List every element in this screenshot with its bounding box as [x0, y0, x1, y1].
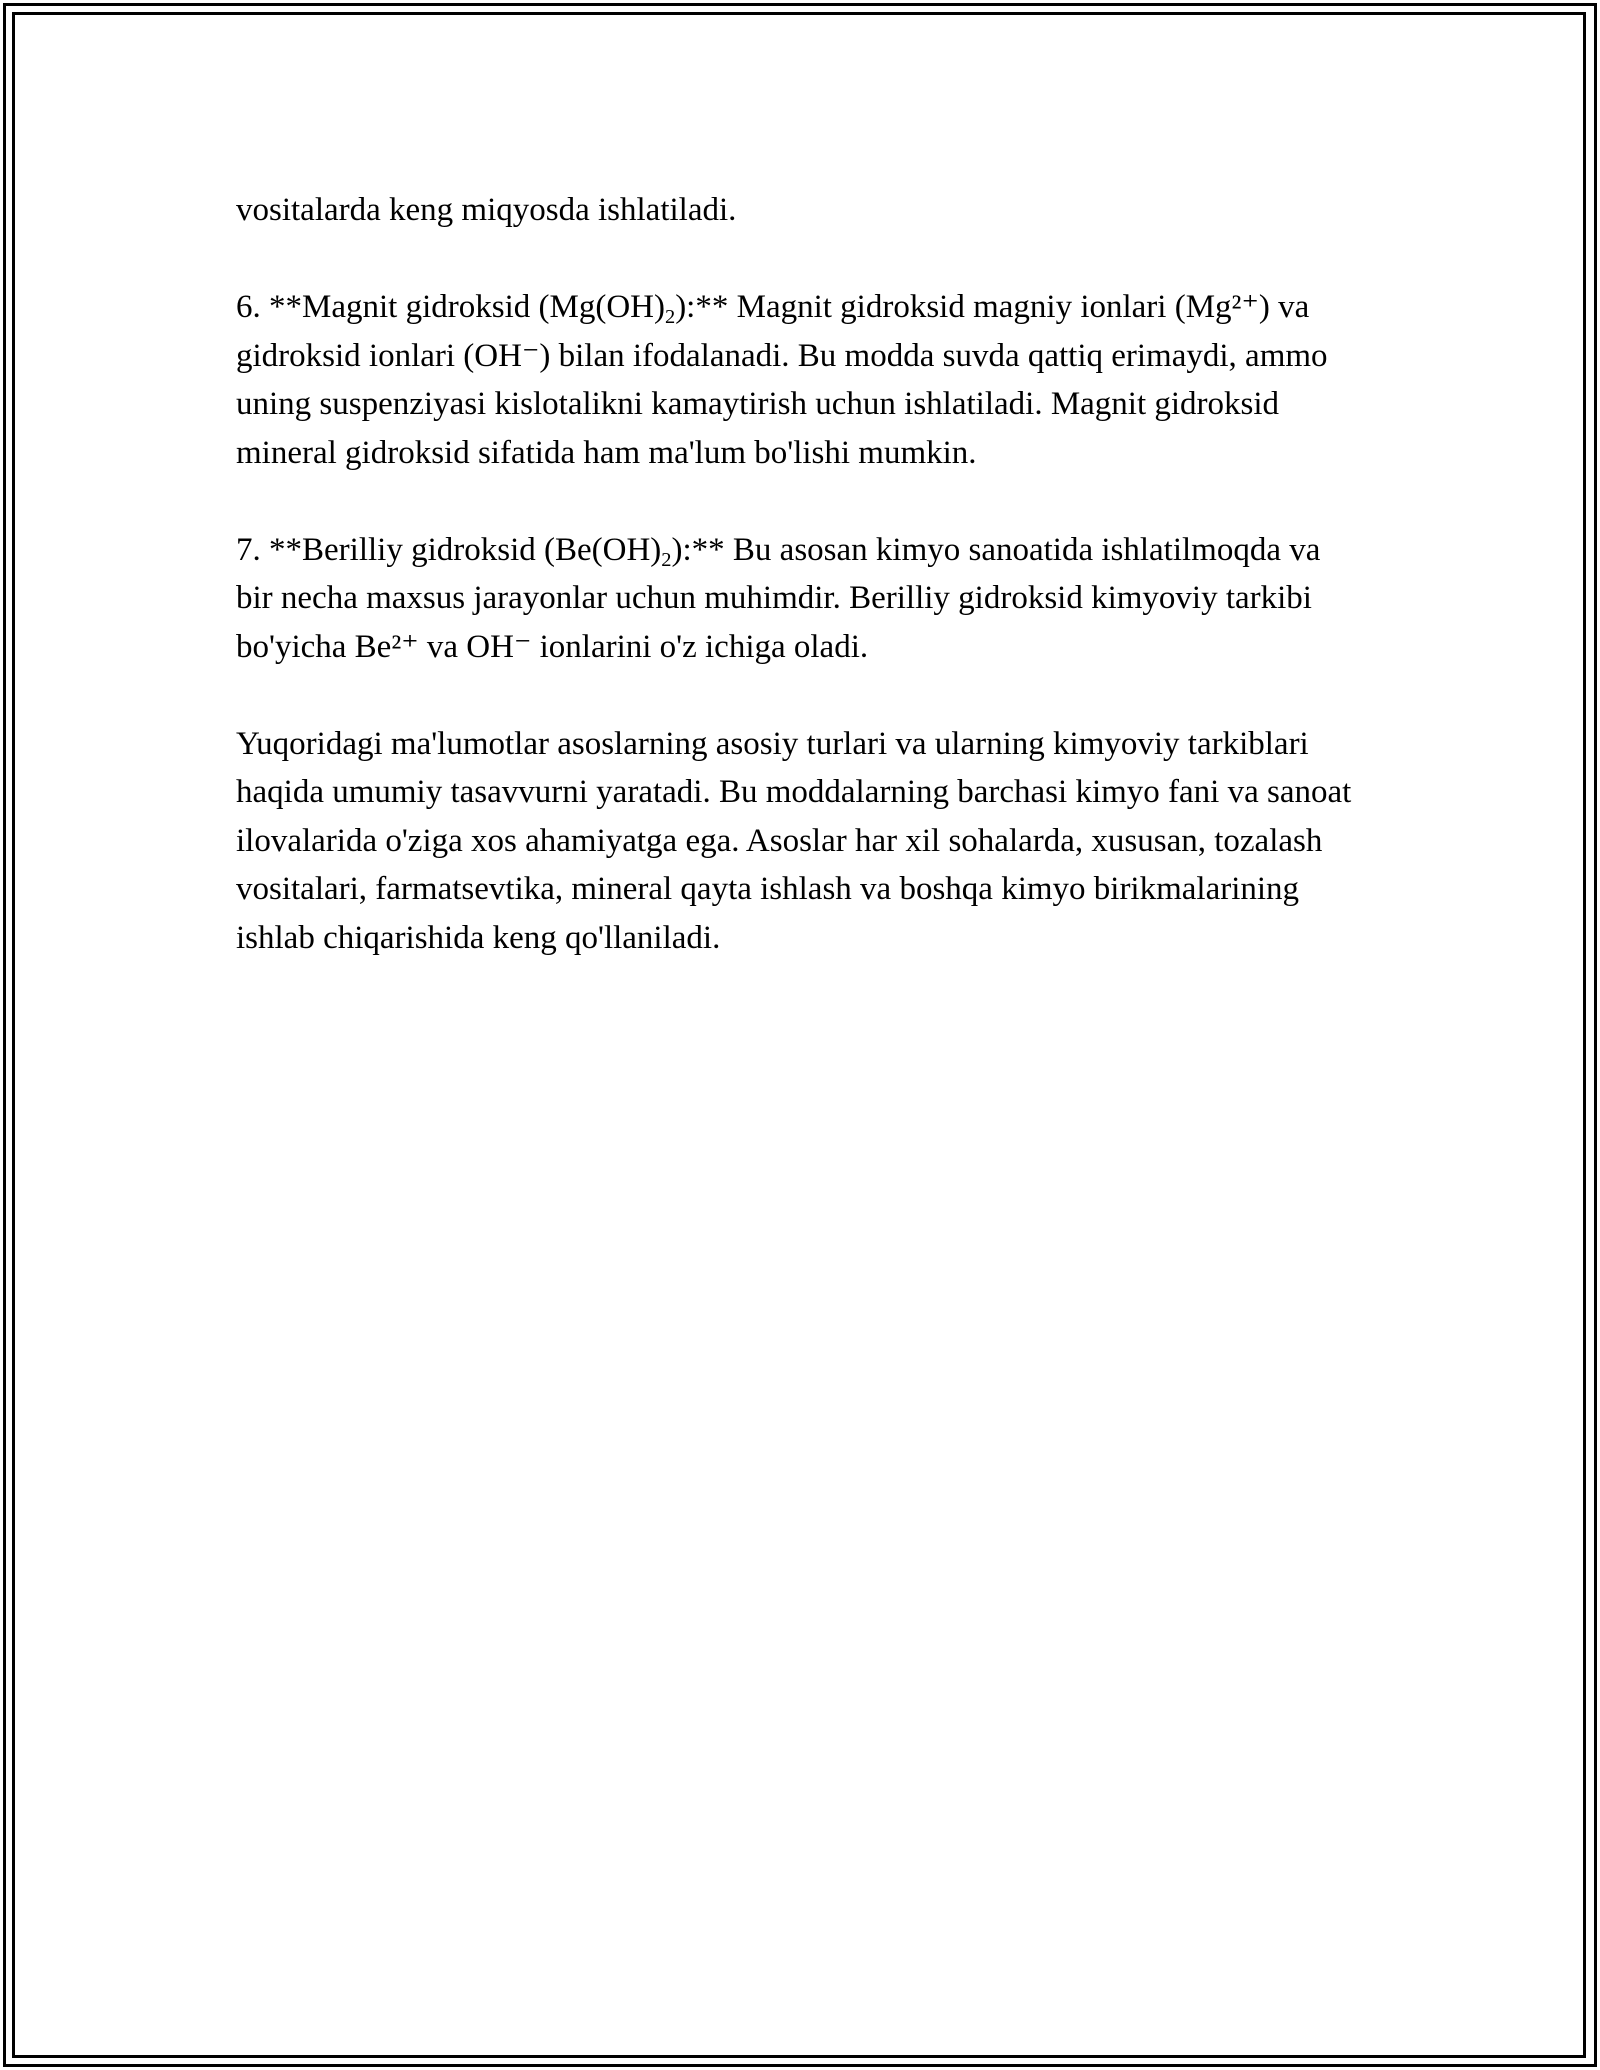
item-6-subscript: 2	[664, 306, 676, 329]
summary-paragraph	[236, 720, 1356, 963]
item-7-text: ):** Bu asosan kimyo sanoatida ishlatilmoqda va bir necha maxsus jarayonlar uchun muhimdir. Berilliy gidroksid kimyoviy tarkibi bo'yicha Be²⁺ va OH⁻ ionlarini o'z ichiga oladi.	[236, 531, 1321, 665]
document-body	[236, 186, 1356, 1011]
item-7-prefix: 7. **Berilliy gidroksid (Be(OH)	[236, 531, 662, 568]
continuation-text: vositalarda keng miqyosda ishlatiladi.	[236, 192, 737, 228]
item-7-paragraph	[236, 526, 1356, 672]
item-6-paragraph	[236, 283, 1356, 477]
continuation-paragraph	[236, 186, 1356, 235]
summary-text: Yuqoridagi ma'lumotlar asoslarning asosiy turlari va ularning kimyoviy tarkiblari haqida umumiy tasavvurni yaratadi. Bu moddalarning barchasi kimyo fani va sanoat ilovalarida o'ziga xos ahamiyatga ega. Asoslar har xil sohalarda, xususan, tozalash vositalari, farmatsevtika, mineral qayta ishlash va boshqa kimyo birikmalarining ishlab chiqarishida keng qo'llaniladi.	[236, 725, 1352, 956]
item-6-prefix: 6. **Magnit gidroksid (Mg(OH)	[236, 289, 665, 325]
item-6-text: ):** Magnit gidroksid magniy ionlari (Mg²⁺) va gidroksid ionlari (OH⁻) bilan ifodalanadi. Bu modda suvda qattiq erimaydi, ammo uning suspenziyasi kislotalikni kamaytirish uchun ishlatiladi. Magnit gidroksid mineral gidroksid sifatida ham ma'lum bo'lishi mumkin.	[236, 289, 1328, 471]
item-7-subscript: 2	[661, 548, 672, 571]
